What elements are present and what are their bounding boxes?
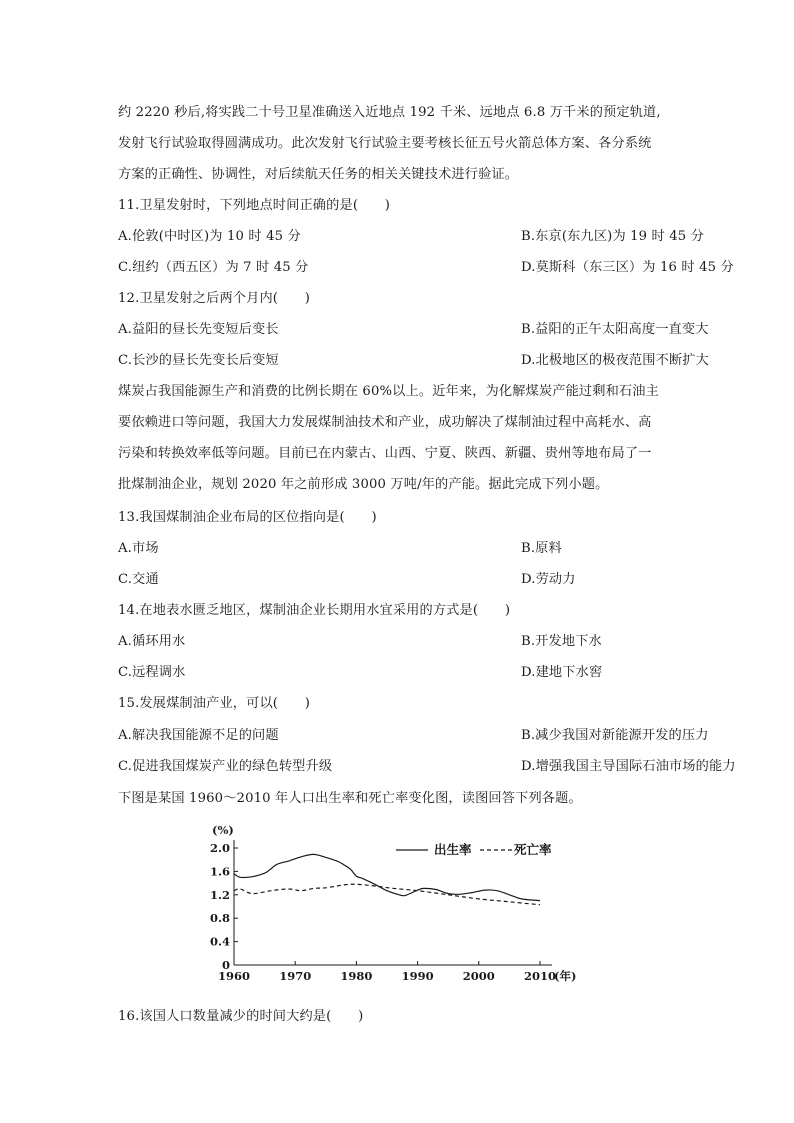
y-axis-label: (%)	[212, 823, 234, 837]
question-16-stem: 16.该国人口数量减少的时间大约是( )	[118, 1009, 364, 1024]
y-tick-label: 1.6	[209, 864, 230, 879]
line-chart	[200, 820, 580, 998]
legend-birth-label: 出生率	[434, 842, 472, 857]
option-d[interactable]: D.北极地区的极夜范围不断扩大	[521, 353, 709, 368]
x-tick-label: 1980	[340, 969, 373, 983]
chart-intro: 下图是某国 1960～2010 年人口出生率和死亡率变化图，读图回答下列各题。	[118, 791, 582, 806]
question-15-options	[118, 757, 736, 777]
option-a[interactable]: A.伦敦(中时区)为 10 时 45 分	[118, 229, 301, 244]
x-tick-label: 2010	[523, 969, 557, 983]
option-c[interactable]: C.长沙的昼长先变长后变短	[118, 353, 279, 368]
option-b[interactable]: B.开发地下水	[521, 634, 602, 649]
question-13-stem: 13.我国煤制油企业布局的区位指向是( )	[118, 510, 377, 525]
option-b[interactable]: B.东京(东九区)为 19 时 45 分	[521, 229, 705, 244]
x-axis-label: (年)	[554, 969, 577, 983]
series-line-death-rate	[234, 884, 540, 904]
x-tick-label: 1990	[401, 969, 434, 983]
option-a[interactable]: A.市场	[118, 541, 159, 556]
passage-line: 方案的正确性、协调性，对后续航天任务的相关关键技术进行验证。	[118, 167, 519, 182]
passage-line: 发射飞行试验取得圆满成功。此次发射飞行试验主要考核长征五号火箭总体方案、各分系统	[118, 136, 652, 151]
question-14-options	[118, 663, 678, 683]
x-tick-label: 1960	[217, 969, 251, 983]
question-12-stem: 12.卫星发射之后两个月内( )	[118, 291, 311, 306]
question-15-stem: 15.发展煤制油产业，可以( )	[118, 696, 311, 711]
question-11-options	[118, 258, 734, 278]
passage-line: 约 2220 秒后,将实践二十号卫星准确送入近地点 192 千米、远地点 6.8 万千米的预定轨道,	[118, 105, 661, 120]
option-b[interactable]: B.益阳的正午太阳高度一直变大	[521, 322, 709, 337]
option-d[interactable]: D.莫斯科（东三区）为 16 时 45 分	[521, 260, 734, 275]
option-d[interactable]: D.劳动力	[521, 572, 576, 587]
passage-line: 批煤制油企业，规划 2020 年之前形成 3000 万吨/年的产能。据此完成下列小题。	[118, 477, 609, 492]
question-14-options	[118, 632, 678, 652]
question-11-stem: 11.卫星发射时，下列地点时间正确的是( )	[118, 198, 391, 213]
y-tick-label: 0.4	[209, 934, 230, 949]
question-11-options	[118, 227, 705, 247]
option-b[interactable]: B.减少我国对新能源开发的压力	[521, 728, 709, 743]
option-c[interactable]: C.远程调水	[118, 665, 186, 680]
question-13-options	[118, 539, 678, 559]
option-a[interactable]: A.循环用水	[118, 634, 186, 649]
x-tick-label: 2000	[462, 969, 495, 983]
y-tick-label: 0.8	[209, 911, 230, 926]
option-b[interactable]: B.原料	[521, 541, 562, 556]
option-c[interactable]: C.交通	[118, 572, 159, 587]
question-15-options	[118, 726, 709, 746]
y-tick-label: 2.0	[209, 841, 230, 855]
series-line-birth-rate	[234, 854, 540, 900]
y-tick-label: 0	[221, 958, 230, 972]
option-d[interactable]: D.建地下水窖	[521, 665, 603, 680]
y-tick-label: 1.2	[209, 887, 230, 902]
passage-line: 污染和转换效率低等问题。目前已在内蒙古、山西、宁夏、陕西、新疆、贵州等地布局了一	[118, 446, 652, 461]
passage-line: 要依赖进口等问题，我国大力发展煤制油技术和产业，成功解决了煤制油过程中高耗水、高	[118, 415, 652, 430]
population-rate-chart	[200, 820, 580, 1002]
passage-line: 煤炭占我国能源生产和消费的比例长期在 60%以上。近年来，为化解煤炭产能过剩和石油主	[118, 384, 659, 399]
option-a[interactable]: A.益阳的昼长先变短后变长	[118, 322, 279, 337]
question-13-options	[118, 570, 678, 590]
legend-death-label: 死亡率	[514, 842, 552, 857]
option-c[interactable]: C.纽约（西五区）为 7 时 45 分	[118, 260, 309, 275]
option-d[interactable]: D.增强我国主导国际石油市场的能力	[521, 759, 736, 774]
question-12-options	[118, 351, 709, 371]
option-a[interactable]: A.解决我国能源不足的问题	[118, 728, 279, 743]
x-tick-label: 1970	[279, 969, 312, 983]
option-c[interactable]: C.促进我国煤炭产业的绿色转型升级	[118, 759, 333, 774]
question-12-options	[118, 320, 709, 340]
question-14-stem: 14.在地表水匮乏地区，煤制油企业长期用水宜采用的方式是( )	[118, 603, 511, 618]
